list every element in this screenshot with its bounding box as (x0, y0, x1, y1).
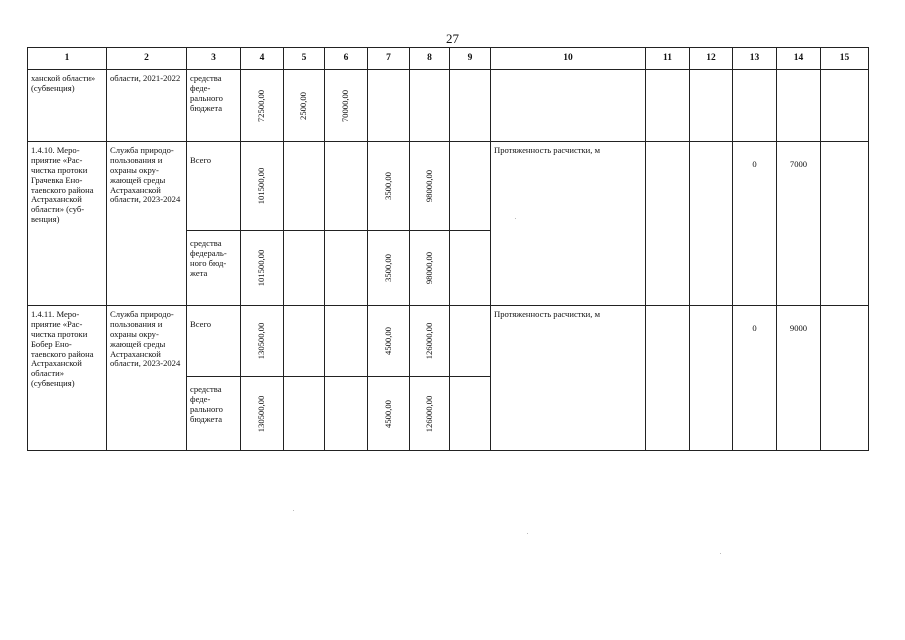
m1410-indicator: Протяженность расчистки, м (494, 145, 601, 155)
m1410-title: 1.4.10. Меро-приятие «Рас-чистка протоки Грачевка Ено-таевского района Астраханской области» (суб-венция) (31, 145, 94, 225)
header-col-11: 11 (646, 48, 690, 70)
cont-col5-value: 2500,00 (298, 91, 309, 120)
header-col-12: 12 (690, 48, 733, 70)
header-col-14: 14 (777, 48, 821, 70)
header-col-7: 7 (368, 48, 410, 70)
m1411-fed-col4: 130500,00 (256, 395, 267, 432)
m1411-total-col7: 4500,00 (382, 327, 393, 355)
m1410-total-col7: 3500,00 (382, 172, 393, 200)
scan-speck (720, 553, 721, 554)
cont-col2-text: области, 2021-2022 (110, 73, 181, 83)
header-row (28, 48, 869, 70)
page-number: 27 (446, 31, 459, 46)
cont-col3-text: средства феде-рального бюджета (190, 73, 223, 113)
m1411-total-col4: 130500,00 (256, 322, 267, 360)
table-row (28, 70, 869, 142)
cont-col1-text: ханской области» (субвенция) (31, 73, 96, 93)
m1411-fed-label: средства феде-рального бюджета (190, 384, 223, 424)
header-col-13: 13 (733, 48, 777, 70)
m1410-total-col4: 101500,00 (256, 167, 267, 205)
header-col-1: 1 (28, 48, 107, 70)
m1410-fed-col8: 98000,00 (423, 251, 434, 285)
scan-speck (293, 510, 294, 511)
header-col-10: 10 (491, 48, 646, 70)
header-col-6: 6 (325, 48, 368, 70)
header-col-4: 4 (241, 48, 284, 70)
m1410-fed-col7: 3500,00 (382, 254, 393, 282)
m1411-indicator: Протяженность расчистки, м (494, 309, 601, 319)
header-col-8: 8 (410, 48, 450, 70)
table-row (28, 306, 869, 377)
m1411-total-col8: 126000,00 (423, 322, 434, 360)
m1411-col13-value: 0 (752, 323, 757, 333)
m1411-total-label: Всего (190, 319, 212, 329)
header-col-15: 15 (821, 48, 869, 70)
m1411-col14-value: 9000 (789, 323, 808, 333)
m1411-executor: Служба природо-пользования и охраны окру-жающей среды Астраханской области, 2023-2024 (110, 309, 181, 369)
scan-speck (527, 533, 528, 534)
m1410-total-col8: 98000,00 (423, 169, 434, 203)
m1410-fed-label: средства федераль-ного бюд-жета (190, 238, 227, 278)
header-col-9: 9 (450, 48, 491, 70)
table-row (28, 142, 869, 231)
program-table (27, 47, 869, 451)
scan-speck (515, 218, 516, 219)
cont-col6-value: 70000,00 (340, 89, 351, 122)
m1410-total-label: Всего (190, 155, 212, 165)
m1411-fed-col7: 4500,00 (382, 399, 393, 428)
header-col-5: 5 (284, 48, 325, 70)
header-col-3: 3 (187, 48, 241, 70)
m1410-executor: Служба природо-пользования и охраны окру-жающей среды Астраханской области, 2023-2024 (110, 145, 181, 205)
header-col-2: 2 (107, 48, 187, 70)
m1410-col14-value: 7000 (789, 159, 808, 169)
cont-col4-value: 72500,00 (256, 89, 267, 122)
m1410-fed-col4: 101500,00 (256, 249, 267, 287)
m1411-fed-col8: 126000,00 (423, 395, 434, 432)
m1410-col13-value: 0 (752, 159, 757, 169)
m1411-title: 1.4.11. Меро-приятие «Рас-чистка протоки Бобер Ено-таевского района Астраханской области» (субвенция) (31, 309, 94, 389)
